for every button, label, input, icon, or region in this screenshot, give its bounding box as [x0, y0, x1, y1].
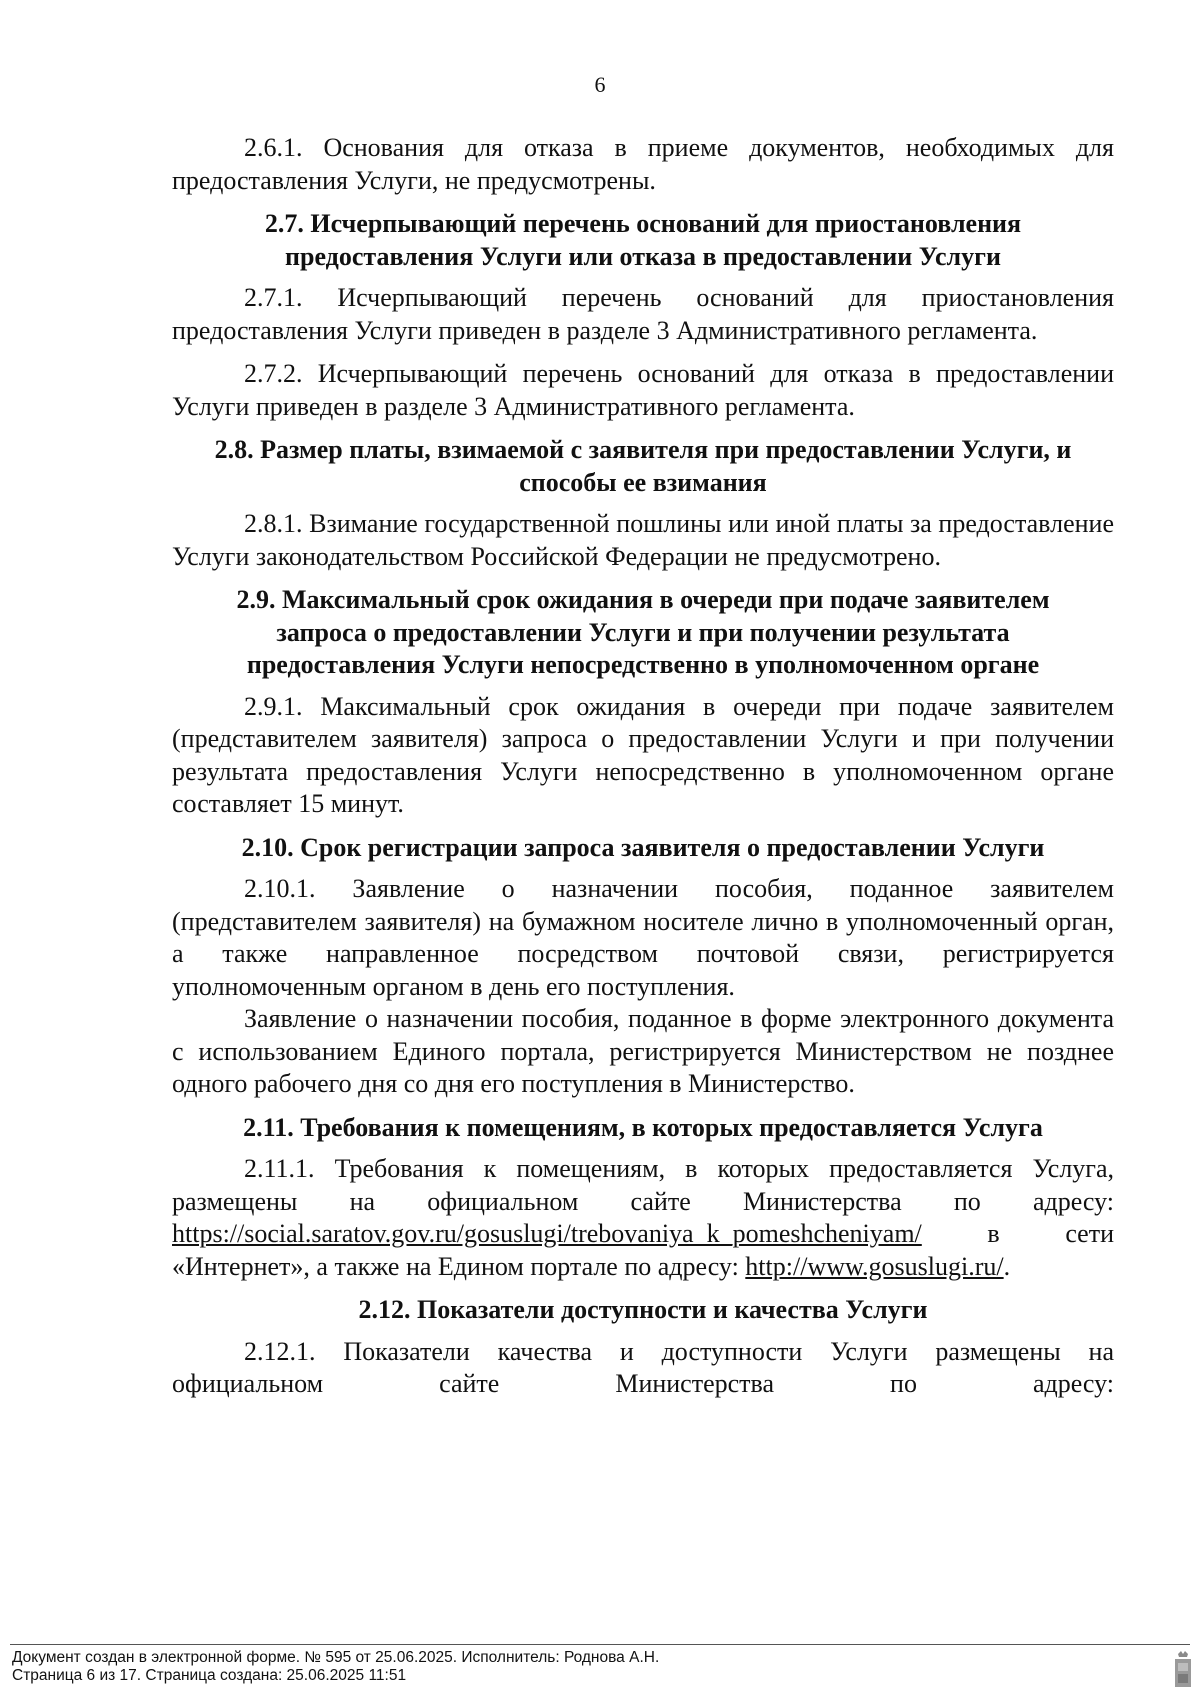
document-footer: [12, 1649, 659, 1685]
document-body: [172, 132, 1114, 1412]
footer-divider: [10, 1644, 1190, 1645]
gosuslugi-link[interactable]: http://www.gosuslugi.ru/: [745, 1251, 1004, 1281]
paragraph-2-7-2: 2.7.2. Исчерпывающий перечень оснований для отказа в предоставлении Услуги приведен в разделе 3 Административного регламента.: [172, 359, 1114, 421]
paragraph-2-11-1: [172, 1153, 1114, 1283]
heading-2-12: 2.12. Показатели доступности и качества Услуги: [358, 1295, 928, 1324]
paragraph-2-7-1: 2.7.1. Исчерпывающий перечень оснований для приостановления предоставления Услуги приведен в разделе 3 Административного регламента.: [172, 283, 1114, 345]
paragraph-2-11-1-text-3: .: [1003, 1251, 1011, 1281]
paragraph-2-11-1-text-2: в сети «Интернет», а также на Едином портале по адресу:: [172, 1219, 1114, 1281]
footer-line-1: Документ создан в электронной форме. № 595 от 25.06.2025. Исполнитель: Роднова А.Н.: [12, 1649, 660, 1666]
heading-2-11: 2.11. Требования к помещениям, в которых предоставляется Услуга: [243, 1112, 1043, 1142]
paragraph-2-9-1: 2.9.1. Максимальный срок ожидания в очереди при подаче заявителем (представителем заявителя) запроса о предоставлении Услуги и при получении результата предоставления Услуги непосредственно в уполномоченном органе составляет 15 минут.: [172, 691, 1114, 818]
paragraph-2-10-2: Заявление о назначении пособия, поданное в форме электронного документа с использованием Единого портала, регистрируется Министерством не позднее одного рабочего дня со дня его поступления в Министерство.: [172, 1004, 1114, 1098]
page-number: 6: [594, 72, 606, 97]
ministry-requirements-link[interactable]: https://social.saratov.gov.ru/gosuslugi/trebovaniya_k_pomeshcheniyam/: [172, 1219, 922, 1248]
heading-2-7: 2.7. Исчерпывающий перечень оснований для приостановления предоставления Услуги или отказа в предоставлении Услуги: [264, 209, 1022, 271]
heading-2-10: 2.10. Срок регистрации запроса заявителя о предоставлении Услуги: [241, 832, 1045, 862]
heading-2-9: 2.9. Максимальный срок ожидания в очереди при подаче заявителем запроса о предоставлении Услуги и при получении результата предоставления Услуги непосредственно в уполномоченном органе: [236, 585, 1050, 679]
footer-line-2: Страница 6 из 17. Страница создана: 25.06.2025 11:51: [12, 1667, 407, 1684]
paragraph-2-10-1: 2.10.1. Заявление о назначении пособия, поданное заявителем (представителем заявителя) на бумажном носителе лично в уполномоченный орган, а также направленное посредством почтовой связи, регистрируется уполномоченным органом в день его поступления.: [172, 874, 1114, 1001]
paragraph-2-12-1: 2.12.1. Показатели качества и доступности Услуги размещены на официальном сайте Министерства по адресу:: [172, 1336, 1114, 1398]
coat-of-arms-icon: [1172, 1650, 1194, 1690]
paragraph-2-11-1-text-1: 2.11.1. Требования к помещениям, в которых предоставляется Услуга, размещены на официальном сайте Министерства по адресу:: [172, 1154, 1114, 1216]
paragraph-2-6-1: 2.6.1. Основания для отказа в приеме документов, необходимых для предоставления Услуги, не предусмотрены.: [172, 133, 1114, 195]
paragraph-2-8-1: 2.8.1. Взимание государственной пошлины или иной платы за предоставление Услуги законодательством Российской Федерации не предусмотрено.: [172, 509, 1114, 571]
heading-2-8: 2.8. Размер платы, взимаемой с заявителя при предоставлении Услуги, и способы ее взимания: [214, 435, 1072, 497]
